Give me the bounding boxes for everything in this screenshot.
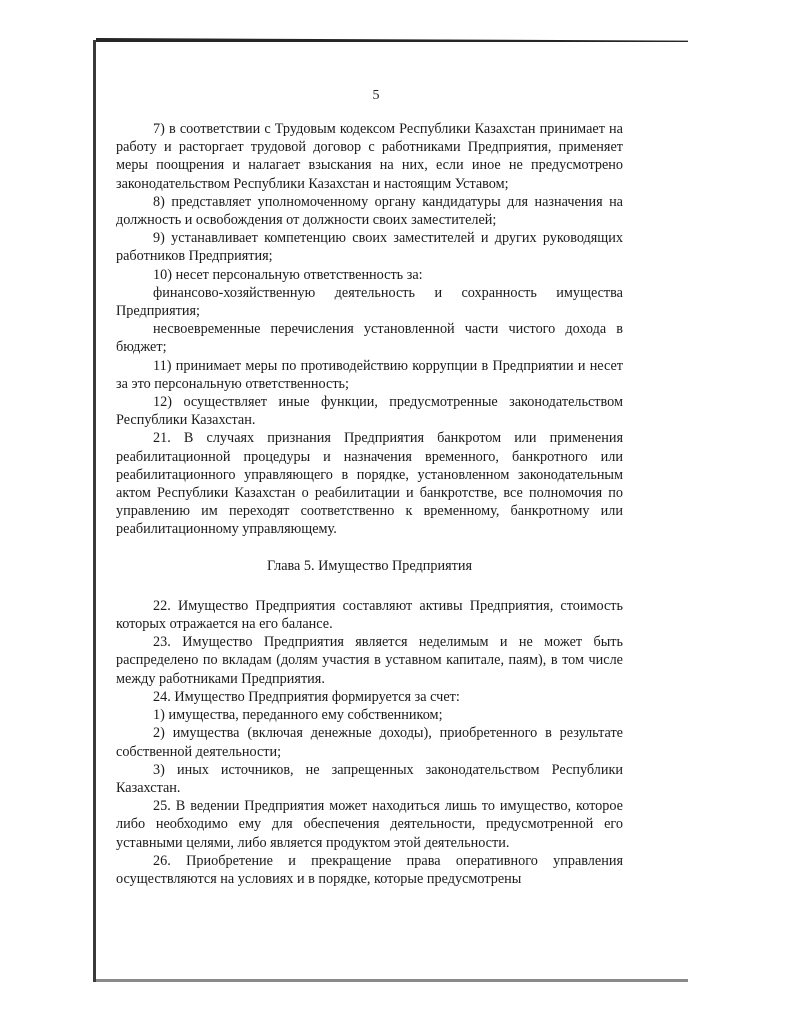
paragraph: 11) принимает меры по противодействию коррупции в Предприятии и несет за это персональную ответственность; — [116, 357, 624, 392]
paragraph: 3) иных источников, не запрещенных законодательством Республики Казахстан. — [116, 761, 624, 796]
chapter-heading: Глава 5. Имущество Предприятия — [266, 557, 473, 574]
paragraph: 8) представляет уполномоченному органу кандидатуры для назначения на должность и освобождения от должности своих заместителей; — [116, 193, 624, 229]
paragraph: 26. Приобретение и прекращение права оперативного управления осуществляются на условиях и в порядке, которые предусмотрены — [116, 852, 624, 887]
paragraph: финансово-хозяйственную деятельность и сохранность имущества Предприятия; — [116, 284, 624, 320]
paragraph: 1) имущества, переданного ему собственником; — [153, 707, 443, 724]
paragraph: 22. Имущество Предприятия составляют активы Предприятия, стоимость которых отражается на его балансе. — [116, 597, 624, 633]
paragraph: 2) имущества (включая денежные доходы), приобретенного в результате собственной деятельности; — [116, 725, 624, 760]
paragraph: 25. В ведении Предприятия может находиться лишь то имущество, которое либо необходимо ему для обеспечения деятельности, предусмотренной его уставными целями, либо является продуктом этой деятельности. — [116, 798, 624, 851]
paragraph: 21. В случаях признания Предприятия банкротом или применения реабилитационной процедуры и назначения временного, банкротного или реабилитационного управляющего в порядке, установленном законодательным актом Республики Казахстан о реабилитации и банкротстве, все полномочия по управлению им переходят соответственно к временному, банкротному или реабилитационному управляющему. — [116, 430, 624, 538]
paragraph: 7) в соответствии с Трудовым кодексом Республики Казахстан принимает на работу и расторгает трудовой договор с работниками Предприятия, применяет меры поощрения и налагает взыскания на них, если иное не предусмотрено законодательством Республики Казахстан и настоящим Уставом; — [116, 121, 624, 192]
paragraph: 12) осуществляет иные функции, предусмотренные законодательством Республики Казахстан. — [116, 394, 624, 429]
paragraph: 10) несет персональную ответственность за: — [153, 266, 423, 283]
paragraph: 23. Имущество Предприятия является неделимым и не может быть распределено по вкладам (долям участия в уставном капитале, паям), в том числе между работниками Предприятия. — [116, 634, 624, 687]
scan-edge-bottom — [96, 979, 688, 982]
document-body — [116, 120, 623, 888]
paragraph: 24. Имущество Предприятия формируется за счет: — [153, 688, 460, 705]
paragraph: несвоевременные перечисления установленной части чистого дохода в бюджет; — [116, 321, 624, 356]
paragraph: 9) устанавливает компетенцию своих заместителей и других руководящих работников Предприятия; — [116, 230, 624, 265]
page-number: 5 — [372, 88, 380, 103]
document-page — [96, 42, 688, 979]
